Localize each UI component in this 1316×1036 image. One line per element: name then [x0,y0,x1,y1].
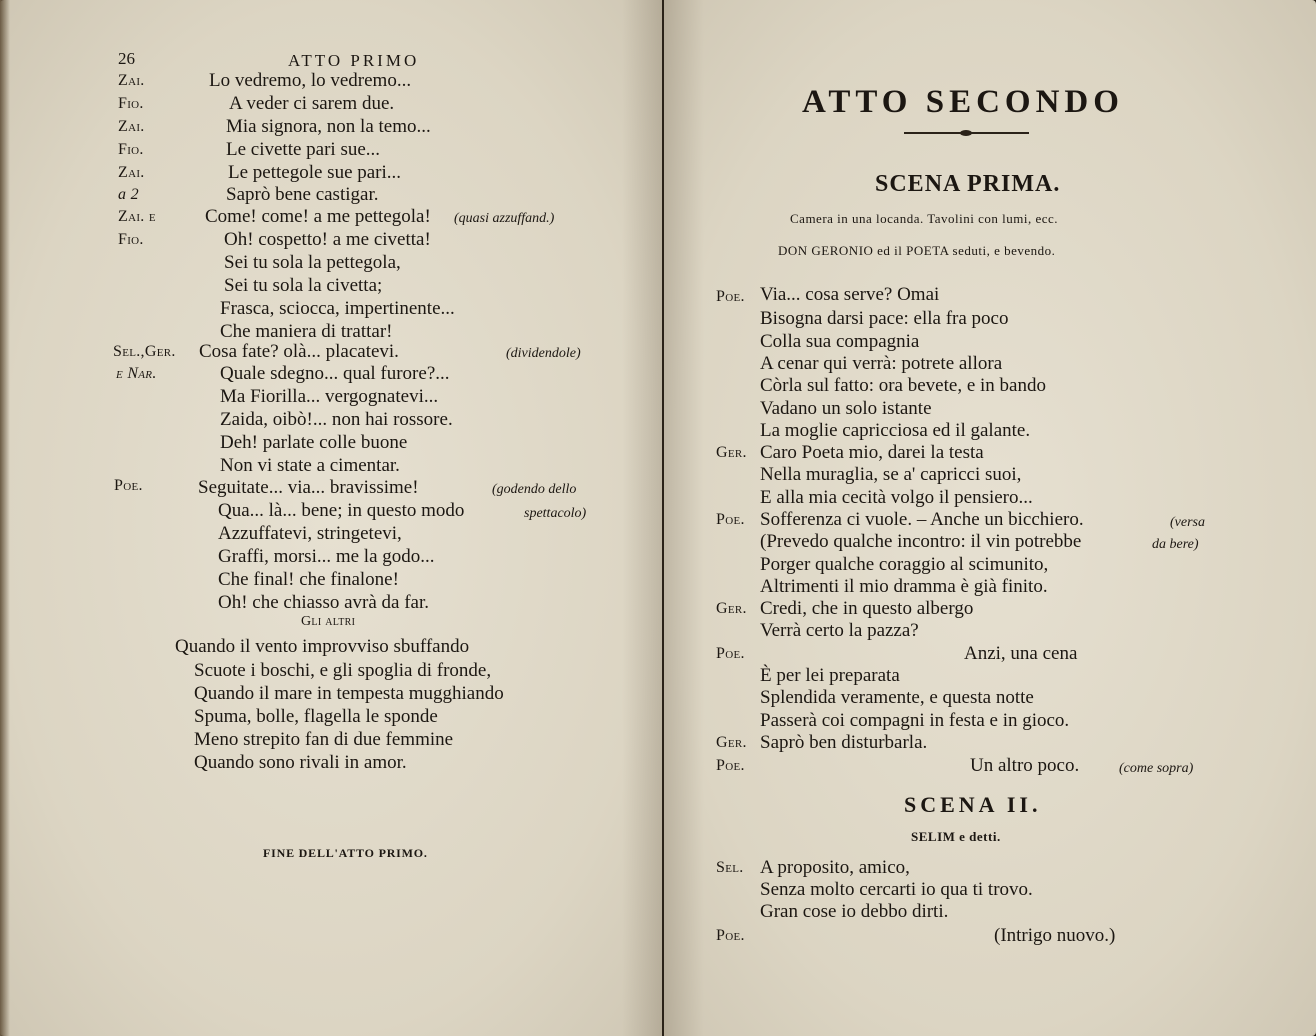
verse-line: Seguitate... via... bravissime! [198,477,419,498]
chorus-line: Spuma, bolle, flagella le sponde [194,706,438,727]
stage-direction: (godendo dello [492,482,577,497]
verse-line: Qua... là... bene; in questo modo [218,500,465,521]
verse-line: Come! come! a me pettegola! [205,206,431,227]
verse-line: Via... cosa serve? Omai [760,284,940,305]
verse-line: Bisogna darsi pace: ella fra poco [760,308,1009,329]
speaker: Poe. [114,477,143,494]
running-header: ATTO PRIMO [288,51,420,70]
speaker: Poe. [716,645,745,662]
speaker: Zai. [118,72,145,89]
end-of-act: FINE DELL'ATTO PRIMO. [263,846,428,860]
speaker: Sel. [716,859,744,876]
verse-line: A proposito, amico, [760,857,910,878]
verse-line: Anzi, una cena [964,643,1078,664]
verse-line: Ma Fiorilla... vergognatevi... [220,386,439,407]
verse-line: Gran cose io debbo dirti. [760,901,949,922]
verse-line: Le pettegole sue pari... [228,162,402,183]
verse-line: Graffi, morsi... me la godo... [218,546,435,567]
chorus-line: Scuote i boschi, e gli spoglia di fronde, [194,660,492,681]
stage-direction: (quasi azzuffand.) [454,211,555,226]
page-edge [0,0,10,1036]
speaker: Poe. [716,757,745,774]
verse-line: Porger qualche coraggio al scimunito, [760,554,1049,575]
chorus-line: Quando il vento improvviso sbuffando [175,636,470,657]
speaker: Zai. e [118,208,156,225]
speaker: Fio. [118,95,144,112]
stage-direction: (dividendole) [506,346,581,361]
act-title: ATTO SECONDO [802,84,1124,120]
ornament-diamond [960,130,972,136]
chorus-line: Quando il mare in tempesta mugghiando [194,683,504,704]
verse-line: Còrla sul fatto: ora bevete, e in bando [760,375,1046,396]
verse-line: Altrimenti il mio dramma è già finito. [760,576,1048,597]
scene-title: SCENA II. [904,792,1042,817]
speaker: Ger. [716,444,747,461]
speaker: a 2 [118,186,139,203]
scene-persons: SELIM e detti. [911,829,1001,844]
stage-direction: spettacolo) [524,506,587,521]
verse-line: È per lei preparata [760,665,900,686]
verse-line: Credi, che in questo albergo [760,598,974,619]
verse-line: Lo vedremo, lo vedremo... [209,70,412,91]
verse-line: Deh! parlate colle buone [220,432,408,453]
verse-line: Colla sua compagnia [760,331,920,352]
scene-persons: DON GERONIO ed il POETA seduti, e bevendo. [778,243,1056,258]
verse-line: Non vi state a cimentar. [220,455,400,476]
scene-title: SCENA PRIMA. [875,171,1061,197]
verse-line: Nella muraglia, se a' capricci suoi, [760,464,1022,485]
chorus-line: Meno strepito fan di due femmine [194,729,454,750]
verse-line: Saprò ben disturbarla. [760,732,928,753]
chorus-speaker: Gli altri [301,614,356,629]
scene-setting: Camera in una locanda. Tavolini con lumi, ecc. [790,211,1059,226]
speaker: Poe. [716,288,745,305]
speaker: Zai. [118,118,145,135]
stage-direction: (versa [1170,515,1205,530]
verse-line: Azzuffatevi, stringetevi, [218,523,402,544]
speaker: Poe. [716,511,745,528]
speaker: Fio. [118,141,144,158]
verse-line: Mia signora, non la temo... [226,116,431,137]
speaker: e Nar. [116,365,157,382]
verse-line: Quale sdegno... qual furore?... [220,363,450,384]
verse-line: A cenar qui verrà: potrete allora [760,353,1003,374]
gutter-shadow [664,0,704,1036]
verse-line: (Intrigo nuovo.) [994,925,1116,946]
verse-line: Passerà coi compagni in festa e in gioco. [760,710,1070,731]
verse-line: Caro Poeta mio, darei la testa [760,442,984,463]
stage-direction: da bere) [1152,537,1199,552]
speaker: Zai. [118,164,145,181]
verse-line: Che maniera di trattar! [220,321,393,342]
speaker: Ger. [716,600,747,617]
verse-line: Cosa fate? olà... placatevi. [199,341,399,362]
verse-line: Frasca, sciocca, impertinente... [220,298,455,319]
verse-line: Oh! che chiasso avrà da far. [218,592,430,613]
verse-line: Verrà certo la pazza? [760,620,919,641]
verse-line: Sei tu sola la civetta; [224,275,383,296]
verse-line: Zaida, oibò!... non hai rossore. [220,409,453,430]
verse-line: Sofferenza ci vuole. – Anche un bicchiero. [760,509,1084,530]
verse-line: E alla mia cecità volgo il pensiero... [760,487,1033,508]
speaker: Fio. [118,231,144,248]
speaker: Poe. [716,927,745,944]
verse-line: Saprò bene castigar. [226,184,379,205]
verse-line: Oh! cospetto! a me civetta! [224,229,431,250]
verse-line: Sei tu sola la pettegola, [224,252,401,273]
verse-line: Splendida veramente, e questa notte [760,687,1034,708]
verse-line: Le civette pari sue... [226,139,381,160]
verse-line: A veder ci sarem due. [229,93,395,114]
verse-line: Vadano un solo istante [760,398,932,419]
gutter-shadow [622,0,662,1036]
right-page [664,0,1316,1036]
verse-line: (Prevedo qualche incontro: il vin potrebbe [760,531,1082,552]
verse-line: Un altro poco. [970,755,1080,776]
speaker: Ger. [716,734,747,751]
verse-line: Senza molto cercarti io qua ti trovo. [760,879,1033,900]
chorus-line: Quando sono rivali in amor. [194,752,407,773]
stage-direction: (come sopra) [1119,761,1194,776]
verse-line: La moglie capricciosa ed il galante. [760,420,1031,441]
speaker: Sel.,Ger. [113,343,176,360]
page-number: 26 [118,49,135,68]
verse-line: Che final! che finalone! [218,569,399,590]
